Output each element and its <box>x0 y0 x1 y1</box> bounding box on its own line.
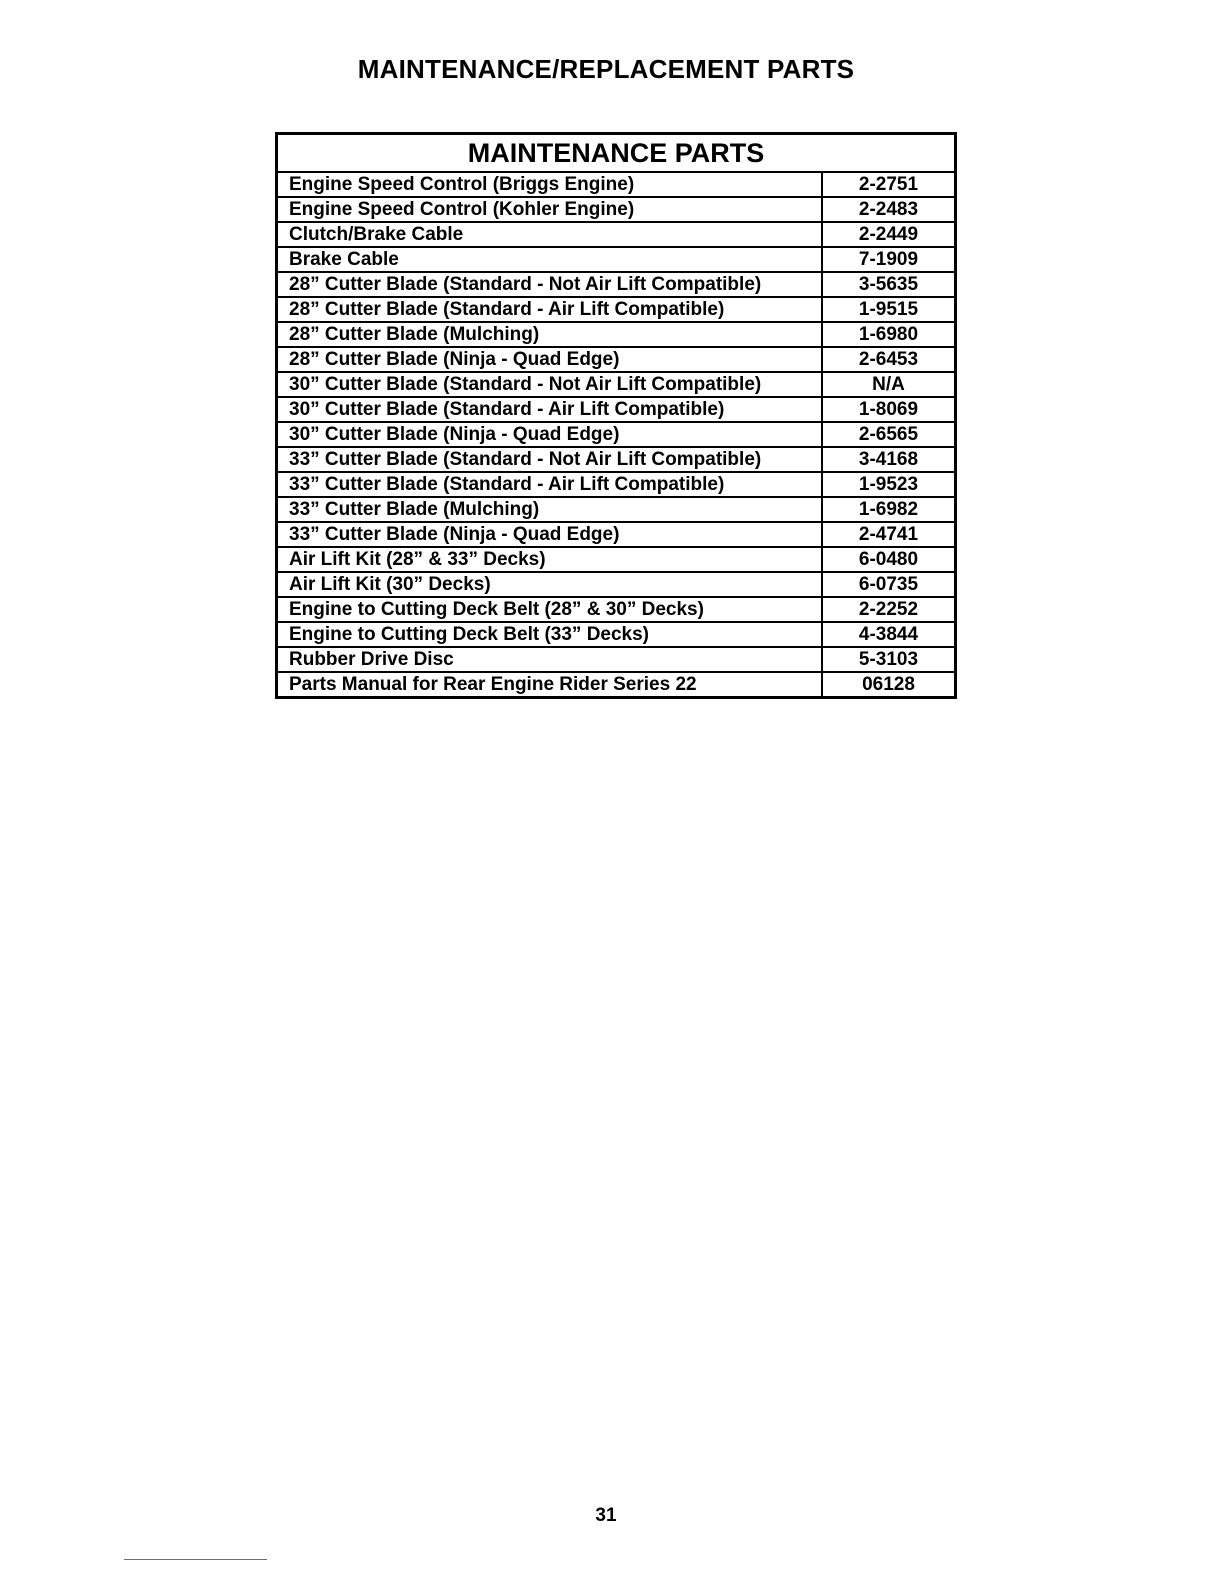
part-description: 30” Cutter Blade (Standard - Not Air Lift Compatible) <box>277 372 823 397</box>
table-row <box>277 397 956 422</box>
table-row <box>277 172 956 197</box>
part-description: Rubber Drive Disc <box>277 647 823 672</box>
part-number: 6-0735 <box>822 572 956 597</box>
part-number: 1-8069 <box>822 397 956 422</box>
part-number: 5-3103 <box>822 647 956 672</box>
page-title: MAINTENANCE/REPLACEMENT PARTS <box>357 54 855 84</box>
table-row <box>277 622 956 647</box>
part-number: 3-5635 <box>822 272 956 297</box>
part-description: Brake Cable <box>277 247 823 272</box>
table-row <box>277 422 956 447</box>
part-description: Air Lift Kit (30” Decks) <box>277 572 823 597</box>
table-header: MAINTENANCE PARTS <box>277 134 956 173</box>
part-number: 2-6565 <box>822 422 956 447</box>
part-description: Air Lift Kit (28” & 33” Decks) <box>277 547 823 572</box>
part-description: Clutch/Brake Cable <box>277 222 823 247</box>
table-row <box>277 247 956 272</box>
part-description: Parts Manual for Rear Engine Rider Series 22 <box>277 672 823 698</box>
table-row <box>277 497 956 522</box>
part-description: Engine to Cutting Deck Belt (33” Decks) <box>277 622 823 647</box>
table-row <box>277 597 956 622</box>
table-header-row <box>277 134 956 173</box>
part-number: 1-6982 <box>822 497 956 522</box>
table-row <box>277 347 956 372</box>
part-description: 33” Cutter Blade (Standard - Not Air Lift Compatible) <box>277 447 823 472</box>
footer-rule <box>124 1559 267 1560</box>
part-description: 28” Cutter Blade (Standard - Air Lift Compatible) <box>277 297 823 322</box>
part-description: 33” Cutter Blade (Mulching) <box>277 497 823 522</box>
table-row <box>277 672 956 698</box>
table-row <box>277 322 956 347</box>
part-number: 3-4168 <box>822 447 956 472</box>
part-description: Engine Speed Control (Briggs Engine) <box>277 172 823 197</box>
part-number: 2-4741 <box>822 522 956 547</box>
table-row <box>277 297 956 322</box>
page-number: 31 <box>595 1505 617 1526</box>
table-row <box>277 197 956 222</box>
part-number: 1-6980 <box>822 322 956 347</box>
part-number: 2-2449 <box>822 222 956 247</box>
part-description: 33” Cutter Blade (Standard - Air Lift Compatible) <box>277 472 823 497</box>
part-number: 4-3844 <box>822 622 956 647</box>
table-row <box>277 222 956 247</box>
part-number: 1-9515 <box>822 297 956 322</box>
part-description: Engine to Cutting Deck Belt (28” & 30” Decks) <box>277 597 823 622</box>
table-body <box>277 172 956 698</box>
part-number: N/A <box>822 372 956 397</box>
maintenance-parts-table <box>275 132 957 699</box>
part-description: 30” Cutter Blade (Ninja - Quad Edge) <box>277 422 823 447</box>
part-description: 30” Cutter Blade (Standard - Air Lift Compatible) <box>277 397 823 422</box>
part-number: 7-1909 <box>822 247 956 272</box>
part-number: 06128 <box>822 672 956 698</box>
part-description: Engine Speed Control (Kohler Engine) <box>277 197 823 222</box>
table-row <box>277 647 956 672</box>
table-row <box>277 372 956 397</box>
part-number: 2-2252 <box>822 597 956 622</box>
part-description: 28” Cutter Blade (Mulching) <box>277 322 823 347</box>
part-description: 28” Cutter Blade (Ninja - Quad Edge) <box>277 347 823 372</box>
part-number: 2-2483 <box>822 197 956 222</box>
table-row <box>277 547 956 572</box>
part-number: 6-0480 <box>822 547 956 572</box>
part-description: 28” Cutter Blade (Standard - Not Air Lift Compatible) <box>277 272 823 297</box>
part-description: 33” Cutter Blade (Ninja - Quad Edge) <box>277 522 823 547</box>
table-row <box>277 472 956 497</box>
table-row <box>277 572 956 597</box>
part-number: 1-9523 <box>822 472 956 497</box>
table-row <box>277 522 956 547</box>
part-number: 2-2751 <box>822 172 956 197</box>
part-number: 2-6453 <box>822 347 956 372</box>
table-row <box>277 447 956 472</box>
table-row <box>277 272 956 297</box>
